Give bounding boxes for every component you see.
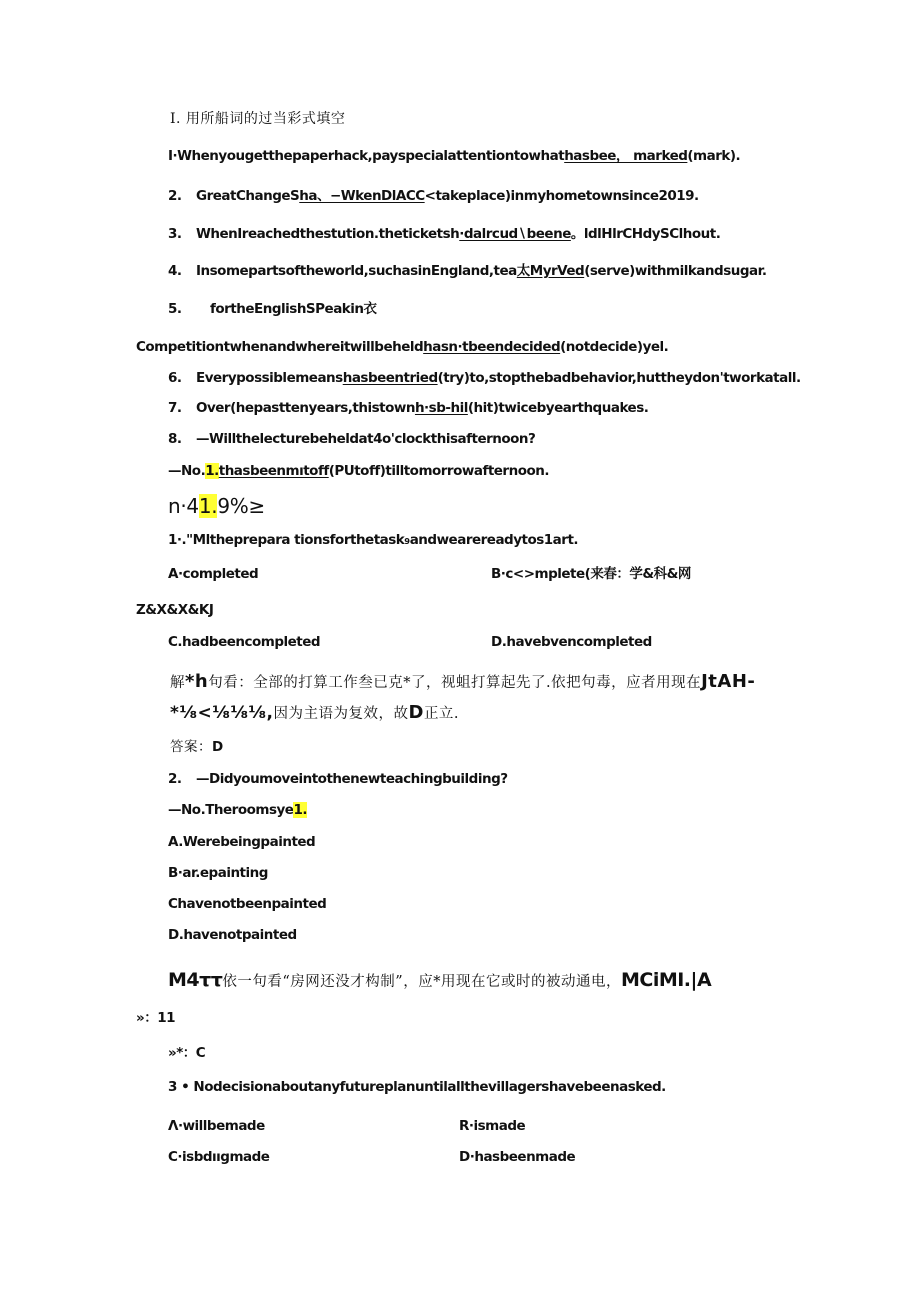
q7-number: 7. [168, 400, 182, 416]
exp-label: M4ττ [168, 969, 223, 991]
option-text: Chavenotbeenpainted [168, 896, 327, 912]
mc-q1-answer [170, 738, 223, 756]
question-8 [168, 430, 535, 448]
mc-q3-option-a [168, 1117, 265, 1135]
q5-number: 5. [168, 301, 182, 317]
q2-text: GreatChangeS [196, 188, 300, 204]
answer-label: 答案： [170, 739, 212, 755]
q5-hint: (notdecide)yel. [560, 339, 669, 355]
q3-text: WhenIreachedthestution.theticketsh [196, 226, 460, 242]
q7-answer: h·sb-hil [414, 400, 468, 416]
q3-hint: 。ldlHlrCHdySClhout. [570, 226, 721, 242]
mc-q2-highlight: 1. [293, 802, 307, 818]
heading-prefix: n·4 [168, 494, 199, 518]
exp-tail: JtAH- [701, 671, 756, 692]
q2-answer: ha、−WkenDlACC [299, 188, 425, 204]
q4-text: Insomepartsoftheworld,suchasinEngland,tea [196, 263, 517, 279]
q8-number: 8. [168, 431, 182, 447]
exp-reason: 因为主语为复效，故 [273, 706, 409, 722]
q5-text: fortheEnglishSPeakin衣 [210, 301, 377, 317]
option-text: Λ·willbemade [168, 1118, 265, 1134]
q8-highlight: 1. [205, 463, 219, 479]
option-text: D.havebvencompleted [491, 634, 652, 650]
question-8-answer-line [168, 462, 549, 480]
q1-hint: (mark). [687, 148, 741, 164]
option-text: A.Werebeingpainted [168, 834, 316, 850]
option-text: D·hasbeenmade [459, 1149, 576, 1165]
q2-number: 2. [168, 188, 182, 204]
mc-q1-option-c [168, 633, 320, 651]
q4-number: 4. [168, 263, 182, 279]
exp-label: 解 [170, 675, 185, 691]
mc-q2-number: 2. [168, 771, 182, 787]
q3-number: 3. [168, 226, 182, 242]
q8-text: —Willthelecturebeheldat4o'clockthisafternoon? [196, 431, 536, 447]
mc-q2-reply: —No.Theroomsye [168, 802, 294, 818]
q4-hint: (serve)withmilkandsugar. [584, 263, 767, 279]
mc-q1-option-b [491, 565, 691, 583]
mc-question-1 [168, 531, 578, 549]
question-3 [168, 225, 720, 243]
q8-hint: (PUtoff)tilltomorrowafternoon. [328, 463, 549, 479]
option-text: R·ismade [459, 1118, 526, 1134]
mc-q2-answer [168, 1044, 205, 1062]
section-heading-choice [168, 494, 265, 518]
q7-text: Over(hepasttenyears,thistown [196, 400, 415, 416]
mc-q2-option-d [168, 926, 297, 944]
exp-text: 依一句看“房网还没才构制”，应*用现在它或时的被动通电， [222, 974, 621, 990]
question-7 [168, 399, 648, 417]
q7-hint: (hit)twicebyearthquakes. [467, 400, 649, 416]
mc-q2-option-a [168, 833, 315, 851]
mc-q3-option-b [459, 1117, 525, 1135]
option-text: B·c<>mplete(来春：学&科&网 [491, 566, 691, 582]
option-text: D.havenotpainted [168, 927, 297, 943]
q4-answer: 太MyrVed [516, 263, 585, 279]
q6-answer: hasbeentried [342, 370, 438, 386]
watermark-text [136, 601, 213, 619]
mc-q3-option-c [168, 1148, 269, 1166]
mc-q1-option-a [168, 565, 258, 583]
answer-value: D [212, 739, 223, 755]
question-1 [168, 147, 740, 165]
mc-q2-text: —Didyoumoveintothenewteachingbuilding? [196, 771, 508, 787]
mc-q2-option-b [168, 864, 268, 882]
mc-q1-explanation-line2 [170, 704, 459, 723]
q5-text-continued: Competitiontwhenandwhereitwillbeheld [136, 339, 424, 355]
exp-continued-text: »：11 [136, 1010, 176, 1026]
q1-answer: hasbee， marked [564, 148, 688, 164]
exp-text: 句看：全部的打算工作叁已克*了，视蛆打算起先了.依把句毒，应者用现在 [208, 675, 702, 691]
question-2 [168, 187, 699, 205]
mc-question-3 [168, 1078, 666, 1096]
q3-answer: ·dalrcud∖beene [459, 226, 571, 242]
option-text: A·completed [168, 566, 259, 582]
exp-tail: MCiMI.|A [620, 969, 712, 991]
option-text: B·ar.epainting [168, 865, 268, 881]
option-text: C.hadbeencompleted [168, 634, 321, 650]
watermark-label: Z&X&X&KJ [136, 602, 214, 618]
exp-garbled: *⅛<⅛⅛⅛, [170, 703, 274, 723]
mc-question-2 [168, 770, 508, 788]
q8-reply: —No. [168, 463, 206, 479]
mc-q1-explanation-line1 [170, 673, 755, 692]
heading-suffix: 9%≥ [217, 494, 265, 518]
mc-q2-option-c [168, 895, 326, 913]
mc-q1-text: 1·."Mltheprepara tionsforthetask₉andwearereadytos1art. [168, 532, 579, 548]
q6-hint: (try)to,stopthebadbehavior,huttheydon'tworkatall. [437, 370, 801, 386]
mc-q2-explanation [168, 971, 711, 991]
mc-q3-text: 3 • Nodecisionaboutanyfutureplanuntilallthevillagershavebeenasked. [168, 1079, 666, 1095]
q6-number: 6. [168, 370, 182, 386]
exp-choice: D [408, 702, 424, 723]
answer-value: »*：C [168, 1045, 206, 1061]
exp-glyph: *h [185, 671, 209, 692]
mc-q1-option-d [491, 633, 652, 651]
question-4 [168, 262, 766, 280]
q5-answer: hasn·tbeendecided [423, 339, 561, 355]
mc-question-2-reply [168, 801, 307, 819]
question-5-continued [136, 338, 668, 356]
section-heading-fill-blanks [170, 110, 345, 128]
heading-text: I. 用所船词的过当彩式填空 [170, 111, 346, 127]
question-6 [168, 369, 801, 387]
mc-q2-explanation-continued [136, 1009, 175, 1027]
q1-text: I·Whenyougetthepaperhack,payspecialattentiontowhat [168, 148, 565, 164]
exp-end: 正立. [423, 706, 460, 722]
q8-answer: thasbeenmıtoff [218, 463, 329, 479]
question-5 [168, 300, 377, 318]
option-text: C·isbdııgmade [168, 1149, 270, 1165]
heading-highlight: 1. [198, 494, 218, 518]
q6-text: Everypossiblemeans [196, 370, 343, 386]
q2-hint: <takeplace)inmyhometownsince2019. [424, 188, 699, 204]
mc-q3-option-d [459, 1148, 575, 1166]
